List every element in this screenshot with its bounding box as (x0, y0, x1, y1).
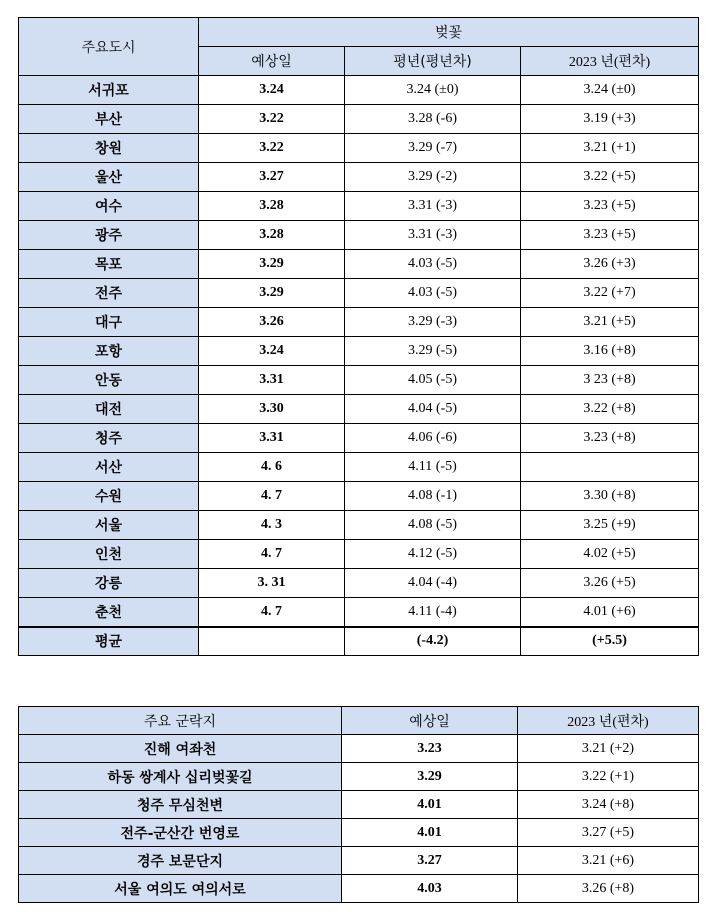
value-2023: 3.26 (+3) (521, 250, 699, 279)
value-2023: 4.02 (+5) (521, 540, 699, 569)
spot-predicted-date: 4.03 (342, 875, 518, 903)
city-name: 강릉 (19, 569, 199, 598)
predicted-date: 4. 7 (199, 540, 345, 569)
spot-bloom-table (18, 706, 699, 903)
predicted-date: 3.29 (199, 279, 345, 308)
table-row (19, 453, 699, 482)
predicted-date: 3.24 (199, 337, 345, 366)
table-row (19, 569, 699, 598)
predicted-date: 3.31 (199, 366, 345, 395)
normal-value: 4.12 (-5) (345, 540, 521, 569)
predicted-date: 3.28 (199, 192, 345, 221)
value-2023: 3.24 (±0) (521, 76, 699, 105)
predicted-date: 3.28 (199, 221, 345, 250)
table-row (19, 424, 699, 453)
spot-name: 서울 여의도 여의서로 (19, 875, 342, 903)
value-2023: 3.22 (+7) (521, 279, 699, 308)
value-2023 (521, 453, 699, 482)
spot-predicted-date: 3.23 (342, 735, 518, 763)
spot-value-2023: 3.24 (+8) (518, 791, 699, 819)
city-bloom-table (18, 17, 699, 656)
table-row (19, 76, 699, 105)
value-2023: 3.23 (+8) (521, 424, 699, 453)
value-2023: 3.21 (+1) (521, 134, 699, 163)
city-name: 광주 (19, 221, 199, 250)
normal-value: 4.06 (-6) (345, 424, 521, 453)
spot-value-2023: 3.22 (+1) (518, 763, 699, 791)
predicted-date: 3.29 (199, 250, 345, 279)
spot-predicted-date: 4.01 (342, 819, 518, 847)
normal-value: 4.04 (-4) (345, 569, 521, 598)
city-name: 수원 (19, 482, 199, 511)
table-row (19, 735, 699, 763)
spot-value-2023: 3.21 (+2) (518, 735, 699, 763)
predicted-date: 3.26 (199, 308, 345, 337)
header-spot-2023: 2023 년(편차) (518, 707, 699, 735)
value-2023: 4.01 (+6) (521, 598, 699, 627)
header-spot: 주요 군락지 (19, 707, 342, 735)
table-row (19, 791, 699, 819)
normal-value: 4.03 (-5) (345, 250, 521, 279)
header-normal: 평년(평년차) (345, 47, 521, 76)
spot-value-2023: 3.26 (+8) (518, 875, 699, 903)
city-name: 여수 (19, 192, 199, 221)
normal-value: 3.29 (-2) (345, 163, 521, 192)
table-row (19, 847, 699, 875)
city-name: 서울 (19, 511, 199, 540)
spot-name: 청주 무심천변 (19, 791, 342, 819)
table-row (19, 366, 699, 395)
predicted-date: 3.24 (199, 76, 345, 105)
spot-predicted-date: 4.01 (342, 791, 518, 819)
normal-value: 3.28 (-6) (345, 105, 521, 134)
value-2023: 3.26 (+5) (521, 569, 699, 598)
table-row (19, 511, 699, 540)
city-name: 춘천 (19, 598, 199, 627)
table-row (19, 163, 699, 192)
city-name: 서산 (19, 453, 199, 482)
value-2023: 3.23 (+5) (521, 192, 699, 221)
table-row (19, 598, 699, 627)
predicted-date: 3.30 (199, 395, 345, 424)
normal-value: 4.11 (-4) (345, 598, 521, 627)
predicted-date: 4. 3 (199, 511, 345, 540)
normal-value: 4.05 (-5) (345, 366, 521, 395)
predicted-date: 3.22 (199, 105, 345, 134)
normal-value: 4.03 (-5) (345, 279, 521, 308)
table-row (19, 482, 699, 511)
value-2023: 3.21 (+5) (521, 308, 699, 337)
normal-value: 4.11 (-5) (345, 453, 521, 482)
spot-predicted-date: 3.27 (342, 847, 518, 875)
city-name: 대전 (19, 395, 199, 424)
header-city: 주요도시 (19, 18, 199, 76)
city-name: 창원 (19, 134, 199, 163)
normal-value: 3.31 (-3) (345, 192, 521, 221)
predicted-date: 3.27 (199, 163, 345, 192)
table-row (19, 337, 699, 366)
header-cherry-blossom: 벚꽃 (199, 18, 699, 47)
table-row (19, 250, 699, 279)
table-row (19, 221, 699, 250)
city-name: 청주 (19, 424, 199, 453)
average-label: 평균 (19, 627, 199, 656)
normal-value: 3.29 (-3) (345, 308, 521, 337)
city-name: 안동 (19, 366, 199, 395)
spot-name: 경주 보문단지 (19, 847, 342, 875)
table-row (19, 192, 699, 221)
header-spot-predicted-date: 예상일 (342, 707, 518, 735)
average-2023: (+5.5) (521, 627, 699, 656)
predicted-date: 3.31 (199, 424, 345, 453)
average-row (19, 627, 699, 656)
normal-value: 3.31 (-3) (345, 221, 521, 250)
spot-predicted-date: 3.29 (342, 763, 518, 791)
table-row (19, 819, 699, 847)
value-2023: 3.30 (+8) (521, 482, 699, 511)
city-name: 전주 (19, 279, 199, 308)
city-name: 대구 (19, 308, 199, 337)
predicted-date: 3. 31 (199, 569, 345, 598)
table-row (19, 279, 699, 308)
normal-value: 4.08 (-5) (345, 511, 521, 540)
value-2023: 3.19 (+3) (521, 105, 699, 134)
city-name: 목포 (19, 250, 199, 279)
table-row (19, 875, 699, 903)
value-2023: 3.25 (+9) (521, 511, 699, 540)
city-name: 인천 (19, 540, 199, 569)
spot-name: 하동 쌍계사 십리벚꽃길 (19, 763, 342, 791)
spot-name: 전주-군산간 번영로 (19, 819, 342, 847)
normal-value: 3.29 (-7) (345, 134, 521, 163)
normal-value: 4.04 (-5) (345, 395, 521, 424)
spot-value-2023: 3.21 (+6) (518, 847, 699, 875)
value-2023: 3.23 (+5) (521, 221, 699, 250)
city-name: 부산 (19, 105, 199, 134)
predicted-date: 4. 6 (199, 453, 345, 482)
spot-value-2023: 3.27 (+5) (518, 819, 699, 847)
table-row (19, 308, 699, 337)
value-2023: 3.22 (+5) (521, 163, 699, 192)
predicted-date: 3.22 (199, 134, 345, 163)
table-row (19, 763, 699, 791)
table-row (19, 395, 699, 424)
city-name: 울산 (19, 163, 199, 192)
predicted-date: 4. 7 (199, 482, 345, 511)
spot-name: 진해 여좌천 (19, 735, 342, 763)
header-predicted-date: 예상일 (199, 47, 345, 76)
value-2023: 3 23 (+8) (521, 366, 699, 395)
average-predicted (199, 627, 345, 656)
city-name: 서귀포 (19, 76, 199, 105)
table-row (19, 540, 699, 569)
table-row (19, 105, 699, 134)
normal-value: 3.24 (±0) (345, 76, 521, 105)
table-row (19, 134, 699, 163)
average-normal: (-4.2) (345, 627, 521, 656)
value-2023: 3.22 (+8) (521, 395, 699, 424)
city-name: 포항 (19, 337, 199, 366)
normal-value: 3.29 (-5) (345, 337, 521, 366)
header-2023: 2023 년(편차) (521, 47, 699, 76)
normal-value: 4.08 (-1) (345, 482, 521, 511)
predicted-date: 4. 7 (199, 598, 345, 627)
value-2023: 3.16 (+8) (521, 337, 699, 366)
